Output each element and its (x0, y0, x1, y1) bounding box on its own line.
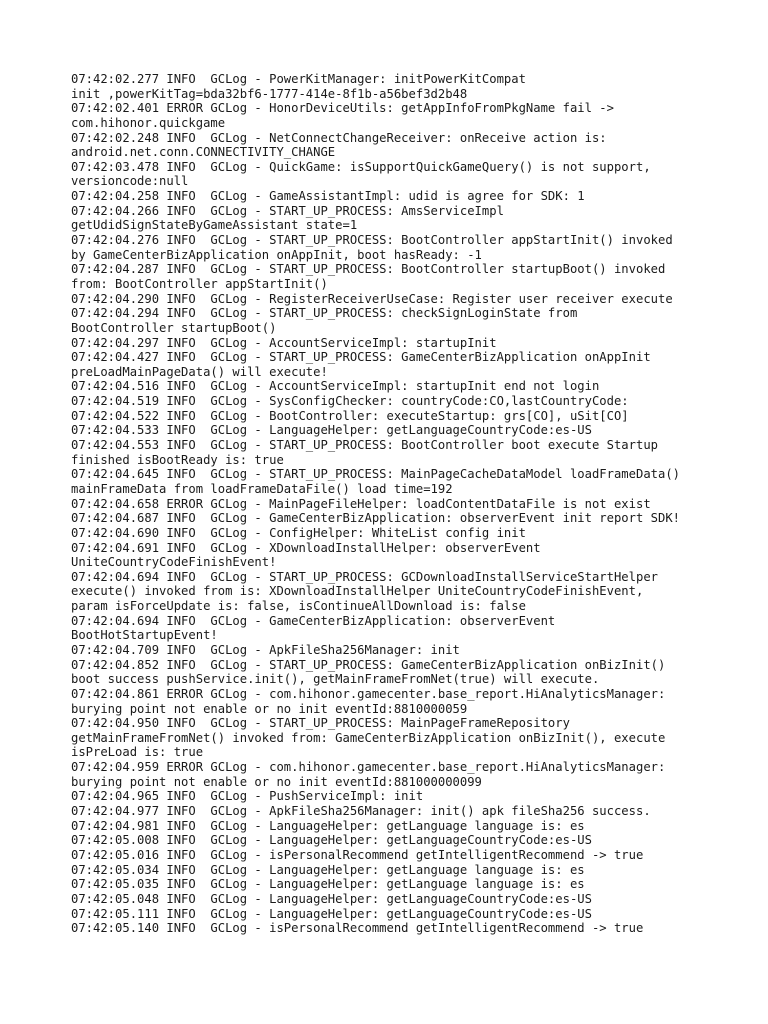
log-line: 07:42:03.478 INFO GCLog - QuickGame: isSupportQuickGameQuery() is not support, (71, 159, 651, 174)
log-line: android.net.conn.CONNECTIVITY_CHANGE (71, 145, 336, 160)
log-line: 07:42:04.266 INFO GCLog - START_UP_PROCESS: AmsServiceImpl (71, 203, 504, 218)
log-line: getMainFrameFromNet() invoked from: GameCenterBizApplication onBizInit(), execute (71, 730, 666, 745)
log-line: versioncode:null (71, 174, 189, 189)
log-line: 07:42:05.008 INFO GCLog - LanguageHelper: getLanguageCountryCode:es-US (71, 833, 592, 848)
log-line: param isForceUpdate is: false, isContinueAllDownload is: false (71, 599, 526, 614)
log-line: isPreLoad is: true (71, 745, 204, 760)
log-line: 07:42:04.694 INFO GCLog - GameCenterBizApplication: observerEvent (71, 613, 556, 628)
log-line: 07:42:04.981 INFO GCLog - LanguageHelper: getLanguage language is: es (71, 818, 585, 833)
log-line: BootHotStartupEvent! (71, 628, 218, 643)
log-line: BootController startupBoot() (71, 320, 277, 335)
log-line: 07:42:04.977 INFO GCLog - ApkFileSha256Manager: init() apk fileSha256 success. (71, 804, 651, 819)
log-line: 07:42:04.258 INFO GCLog - GameAssistantImpl: udid is agree for SDK: 1 (71, 189, 585, 204)
log-line: burying point not enable or no init eventId:8810000059 (71, 701, 468, 716)
log-line: finished isBootReady is: true (71, 452, 284, 467)
log-line: 07:42:04.533 INFO GCLog - LanguageHelper: getLanguageCountryCode:es-US (71, 423, 592, 438)
log-line: 07:42:05.035 INFO GCLog - LanguageHelper: getLanguage language is: es (71, 877, 585, 892)
log-line: 07:42:05.048 INFO GCLog - LanguageHelper: getLanguageCountryCode:es-US (71, 891, 592, 906)
log-line: from: BootController appStartInit() (71, 276, 328, 291)
log-line: 07:42:05.140 INFO GCLog - isPersonalRecommend getIntelligentRecommend -> true (71, 921, 644, 936)
log-line: UniteCountryCodeFinishEvent! (71, 555, 277, 570)
log-line: 07:42:04.852 INFO GCLog - START_UP_PROCESS: GameCenterBizApplication onBizInit() (71, 657, 666, 672)
log-line: 07:42:04.297 INFO GCLog - AccountServiceImpl: startupInit (71, 335, 497, 350)
log-line: preLoadMainPageData() will execute! (71, 364, 328, 379)
log-line: com.hihonor.quickgame (71, 115, 226, 130)
log-line: execute() invoked from is: XDownloadInstallHelper UniteCountryCodeFinishEvent, (71, 584, 644, 599)
log-line: 07:42:04.691 INFO GCLog - XDownloadInstallHelper: observerEvent (71, 540, 541, 555)
log-line: 07:42:05.016 INFO GCLog - isPersonalRecommend getIntelligentRecommend -> true (71, 847, 644, 862)
log-line: 07:42:02.401 ERROR GCLog - HonorDeviceUtils: getAppInfoFromPkgName fail -> (71, 101, 614, 116)
log-line: 07:42:04.950 INFO GCLog - START_UP_PROCESS: MainPageFrameRepository (71, 716, 570, 731)
log-line: 07:42:04.690 INFO GCLog - ConfigHelper: WhiteList config init (71, 525, 526, 540)
log-line: 07:42:05.111 INFO GCLog - LanguageHelper: getLanguageCountryCode:es-US (71, 906, 592, 921)
log-line: 07:42:04.709 INFO GCLog - ApkFileSha256Manager: init (71, 642, 460, 657)
log-line: 07:42:04.522 INFO GCLog - BootController: executeStartup: grs[CO], uSit[CO] (71, 408, 629, 423)
log-line: 07:42:04.427 INFO GCLog - START_UP_PROCESS: GameCenterBizApplication onAppInit (71, 350, 651, 365)
log-line: 07:42:04.519 INFO GCLog - SysConfigChecker: countryCode:CO,lastCountryCode: (71, 394, 629, 409)
log-output (71, 72, 761, 936)
log-line: burying point not enable or no init eventId:881000000099 (71, 774, 482, 789)
log-line: getUdidSignStateByGameAssistant state=1 (71, 218, 358, 233)
log-line: 07:42:04.553 INFO GCLog - START_UP_PROCESS: BootController boot execute Startup (71, 438, 658, 453)
log-line: 07:42:04.276 INFO GCLog - START_UP_PROCESS: BootController appStartInit() invoked (71, 233, 673, 248)
log-line: 07:42:04.861 ERROR GCLog - com.hihonor.gamecenter.base_report.HiAnalyticsManager: (71, 686, 666, 701)
log-line: 07:42:04.287 INFO GCLog - START_UP_PROCESS: BootController startupBoot() invoked (71, 262, 666, 277)
log-line: 07:42:04.658 ERROR GCLog - MainPageFileHelper: loadContentDataFile is not exist (71, 496, 651, 511)
log-line: boot success pushService.init(), getMainFrameFromNet(true) will execute. (71, 672, 600, 687)
log-line: mainFrameData from loadFrameDataFile() load time=192 (71, 481, 453, 496)
log-line: 07:42:04.687 INFO GCLog - GameCenterBizApplication: observerEvent init report SDK! (71, 511, 681, 526)
log-line: 07:42:02.277 INFO GCLog - PowerKitManager: initPowerKitCompat (71, 72, 526, 86)
log-line: 07:42:04.959 ERROR GCLog - com.hihonor.gamecenter.base_report.HiAnalyticsManager: (71, 760, 666, 775)
log-line: 07:42:04.694 INFO GCLog - START_UP_PROCESS: GCDownloadInstallServiceStartHelper (71, 569, 658, 584)
log-line: 07:42:04.294 INFO GCLog - START_UP_PROCESS: checkSignLoginState from (71, 306, 578, 321)
log-line: by GameCenterBizApplication onAppInit, boot hasReady: -1 (71, 247, 482, 262)
log-line: 07:42:04.645 INFO GCLog - START_UP_PROCESS: MainPageCacheDataModel loadFrameData() (71, 467, 681, 482)
log-line: 07:42:05.034 INFO GCLog - LanguageHelper: getLanguage language is: es (71, 862, 585, 877)
log-line: 07:42:04.516 INFO GCLog - AccountServiceImpl: startupInit end not login (71, 379, 600, 394)
log-line: init ,powerKitTag=bda32bf6-1777-414e-8f1b-a56bef3d2b48 (71, 86, 468, 101)
log-line: 07:42:04.290 INFO GCLog - RegisterReceiverUseCase: Register user receiver execute (71, 291, 673, 306)
log-line: 07:42:02.248 INFO GCLog - NetConnectChangeReceiver: onReceive action is: (71, 130, 607, 145)
log-line: 07:42:04.965 INFO GCLog - PushServiceImpl: init (71, 789, 424, 804)
